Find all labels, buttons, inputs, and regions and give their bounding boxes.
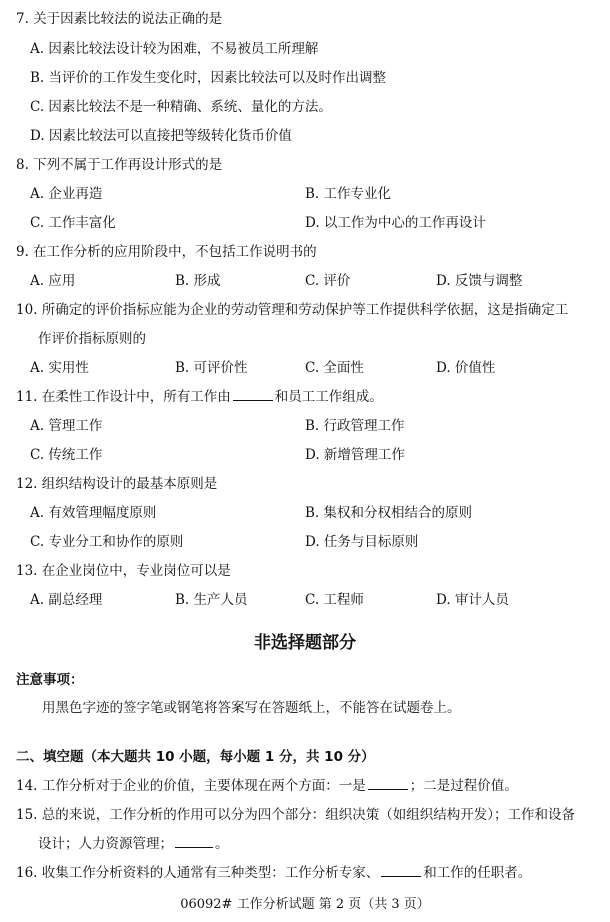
answer-blank: [233, 388, 273, 401]
q8-option-a: A. 企业再造: [30, 186, 103, 202]
q9-stem: 9. 在工作分析的应用阶段中，不包括工作说明书的: [16, 244, 317, 260]
q12-option-c: C. 专业分工和协作的原则: [30, 534, 184, 550]
q12-option-d: D. 任务与目标原则: [305, 534, 419, 550]
q10-option-d: D. 价值性: [436, 360, 496, 376]
notice-body: 用黑色字迹的签字笔或钢笔将答案写在答题纸上，不能答在试题卷上。: [42, 700, 461, 716]
q7-option-c: C. 因素比较法不是一种精确、系统、量化的方法。: [30, 99, 332, 115]
q9-option-a: A. 应用: [30, 273, 76, 289]
q7-option-d: D. 因素比较法可以直接把等级转化货币价值: [30, 128, 292, 144]
q11-option-a: A. 管理工作: [30, 418, 103, 434]
page-footer: 06092# 工作分析试题 第 2 页（共 3 页）: [180, 897, 430, 912]
q7-option-a: A. 因素比较法设计较为困难，不易被员工所理解: [30, 41, 319, 57]
q8-option-d: D. 以工作为中心的工作再设计: [305, 215, 486, 231]
q10-option-a: A. 实用性: [30, 360, 89, 376]
q12-option-b: B. 集权和分权相结合的原则: [305, 505, 473, 521]
q14: [16, 777, 518, 795]
q12-option-a: A. 有效管理幅度原则: [30, 505, 157, 521]
q15-line2: [38, 835, 229, 853]
answer-blank: [381, 864, 421, 877]
q9-option-b: B. 形成: [175, 273, 221, 289]
q7-option-b: B. 当评价的工作发生变化时，因素比较法可以及时作出调整: [30, 70, 387, 86]
q13-option-a: A. 副总经理: [30, 592, 103, 608]
q9-option-c: C. 评价: [305, 273, 351, 289]
part2-heading: 二、填空题（本大题共 10 小题，每小题 1 分，共 10 分）: [16, 749, 375, 765]
q14-end: ；二是过程价值。: [409, 778, 518, 794]
q11-option-b: B. 行政管理工作: [305, 418, 405, 434]
q16-start: 16. 收集工作分析资料的人通常有三种类型：工作分析专家、: [16, 865, 380, 881]
q16-end: 和工作的任职者。: [423, 865, 532, 881]
q11-stem-end: 和员工工作组成。: [274, 389, 383, 405]
q16: [16, 864, 531, 882]
q15-line1: 15. 总的来说，工作分析的作用可以分为四个部分：组织决策（如组织结构开发）；工作和设备: [16, 807, 576, 823]
q10-option-c: C. 全面性: [305, 360, 364, 376]
q11-option-c: C. 传统工作: [30, 447, 103, 463]
q8-option-b: B. 工作专业化: [305, 186, 392, 202]
q8-option-c: C. 工作丰富化: [30, 215, 116, 231]
q13-option-b: B. 生产人员: [175, 592, 248, 608]
answer-blank: [175, 835, 213, 848]
q11-stem: [16, 388, 383, 406]
q10-stem-line1: 10. 所确定的评价指标应能为企业的劳动管理和劳动保护等工作提供科学依据，这是指确定工: [16, 302, 569, 318]
section-title: 非选择题部分: [254, 633, 356, 653]
q15-line2-end: 。: [215, 836, 229, 852]
notice-heading: 注意事项：: [16, 672, 84, 688]
q11-stem-start: 11. 在柔性工作设计中，所有工作由: [16, 389, 231, 405]
q8-stem: 8. 下列不属于工作再设计形式的是: [16, 157, 223, 173]
q13-stem: 13. 在企业岗位中，专业岗位可以是: [16, 563, 231, 579]
q9-option-d: D. 反馈与调整: [436, 273, 523, 289]
q10-option-b: B. 可评价性: [175, 360, 248, 376]
q12-stem: 12. 组织结构设计的最基本原则是: [16, 476, 218, 492]
q10-stem-line2: 作评价指标原则的: [38, 331, 146, 347]
q13-option-d: D. 审计人员: [436, 592, 509, 608]
q13-option-c: C. 工程师: [305, 592, 364, 608]
q7-stem: 7. 关于因素比较法的说法正确的是: [16, 11, 223, 27]
q11-option-d: D. 新增管理工作: [305, 447, 405, 463]
answer-blank: [368, 777, 408, 790]
q14-start: 14. 工作分析对于企业的价值，主要体现在两个方面：一是: [16, 778, 366, 794]
q15-line2-start: 设计；人力资源管理；: [38, 836, 173, 852]
